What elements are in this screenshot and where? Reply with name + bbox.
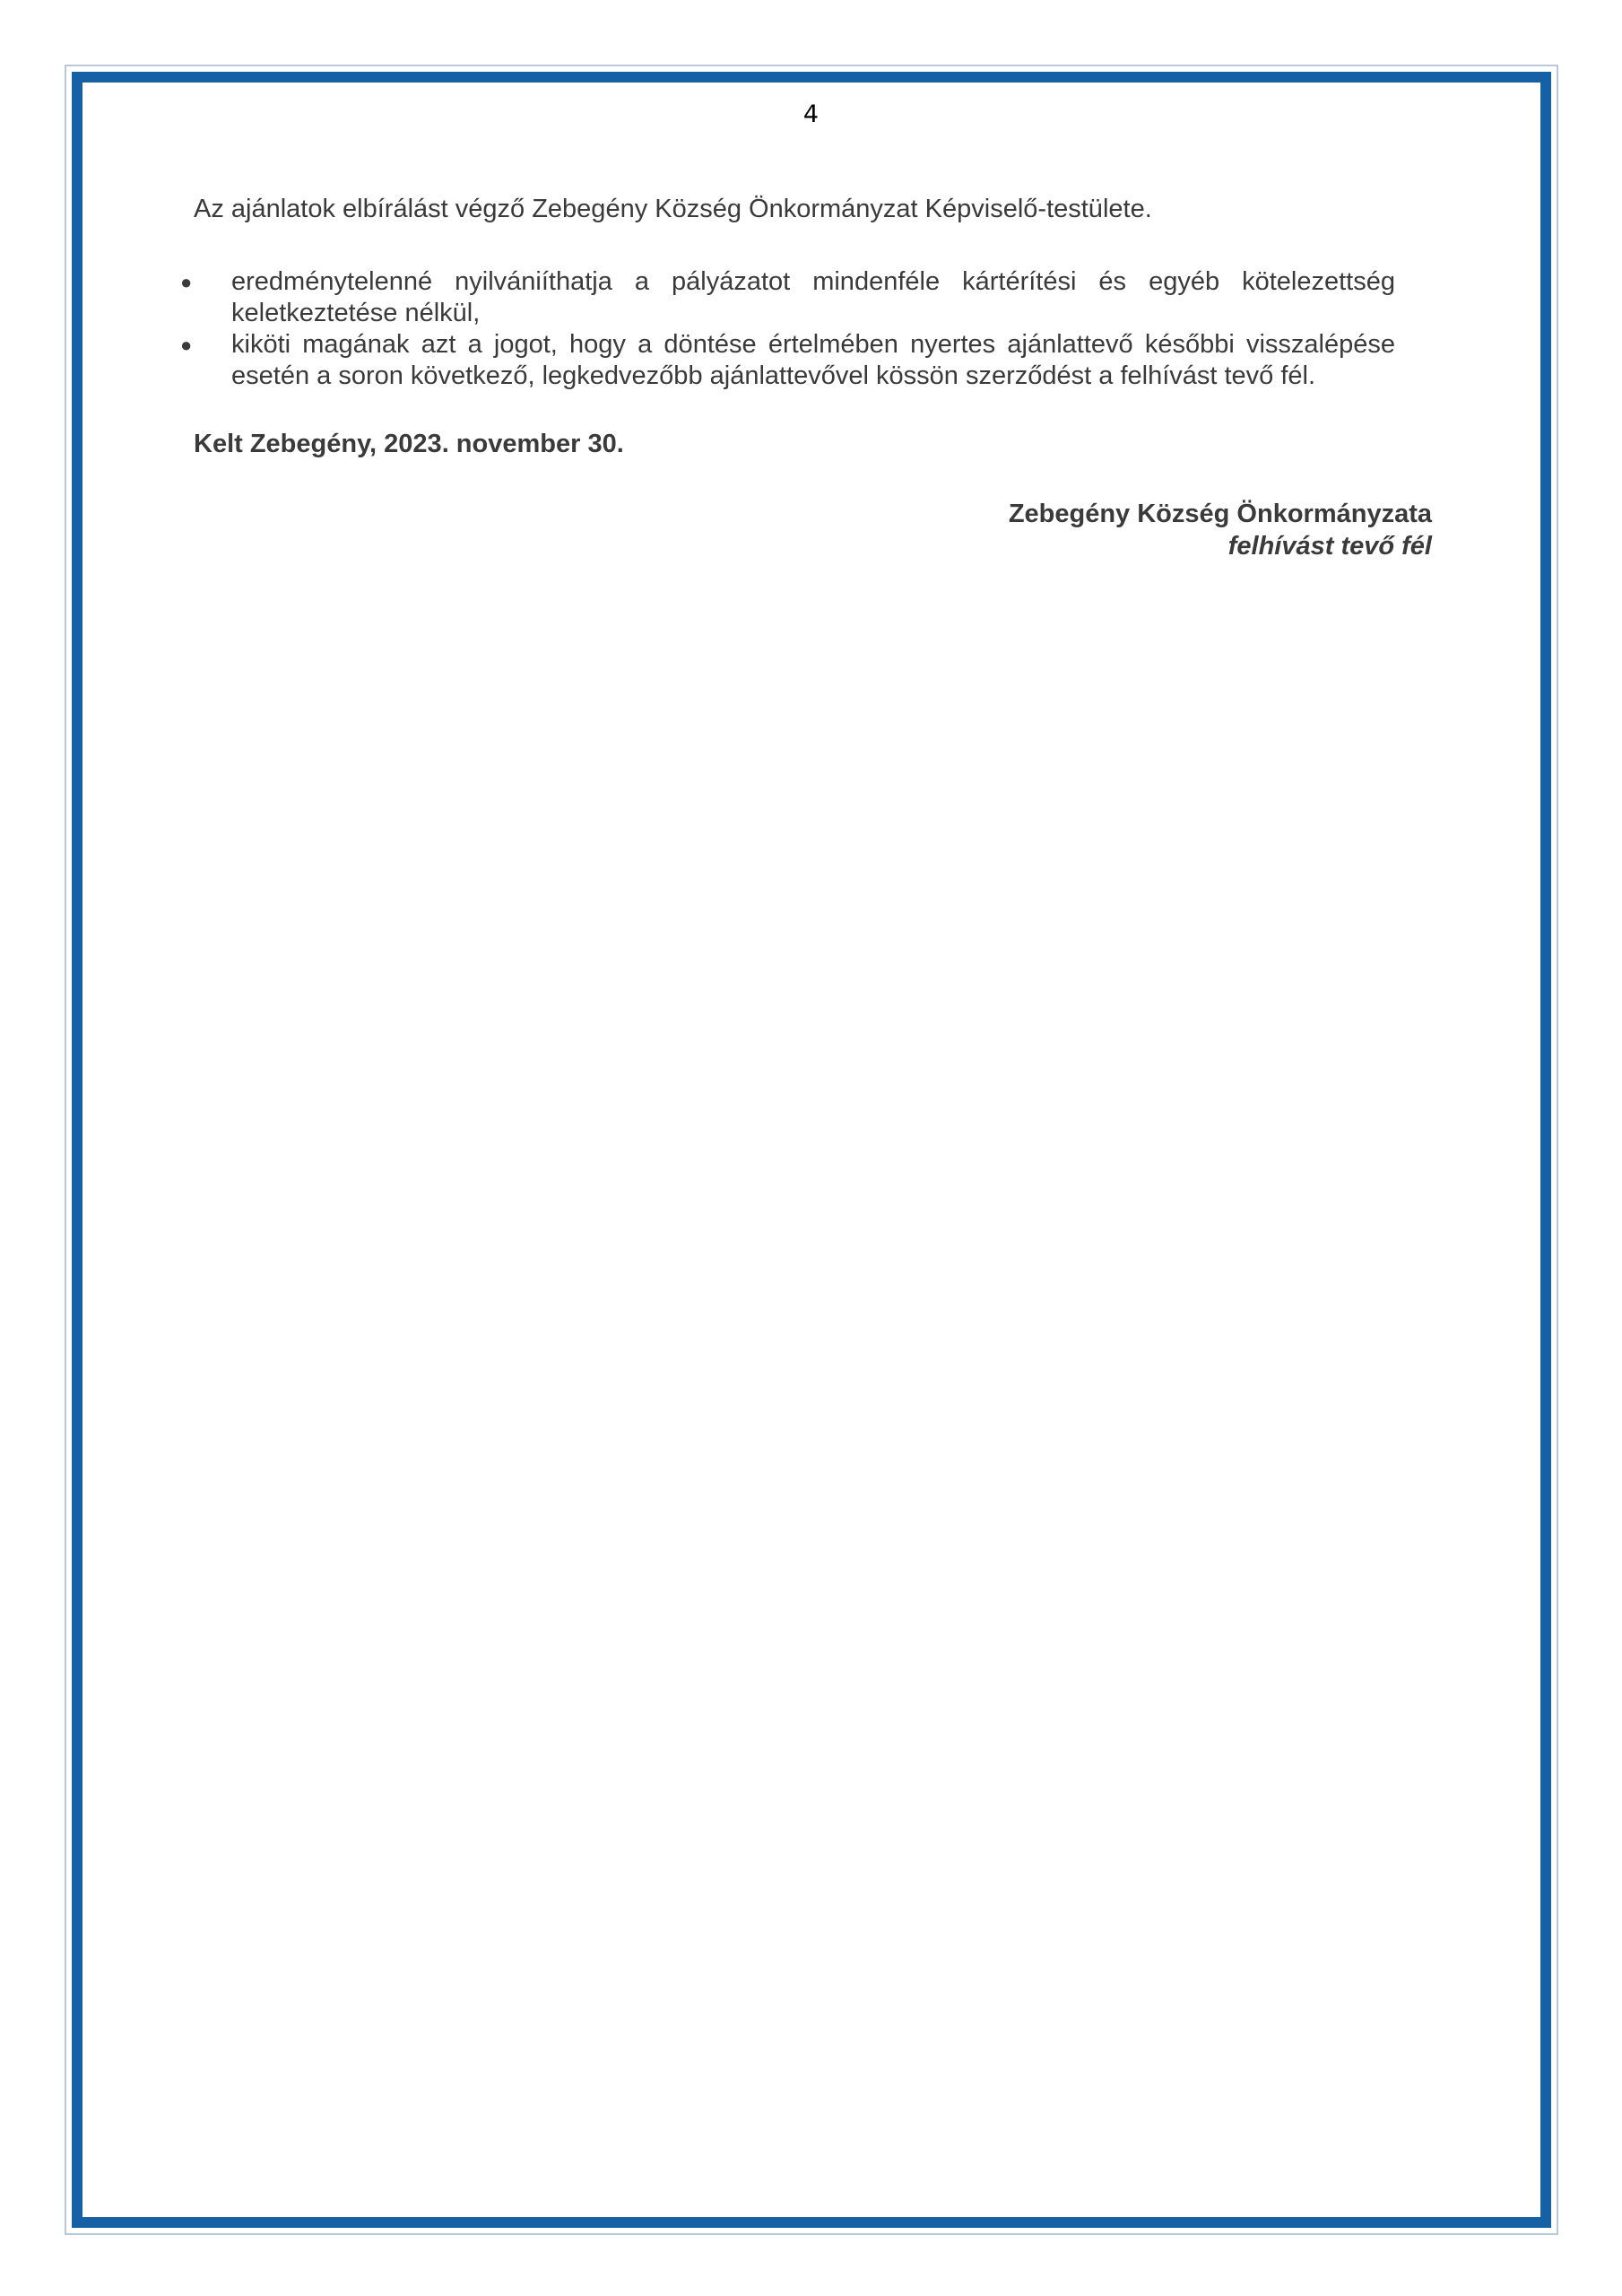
bullet-icon: ● — [180, 334, 193, 356]
page-number: 4 — [802, 100, 820, 128]
list-item — [179, 266, 1395, 329]
intro-paragraph: Az ajánlatok elbírálást végző Zebegény Község Önkormányzat Képviselő-testülete. — [194, 195, 1152, 223]
date-line: Kelt Zebegény, 2023. november 30. — [194, 430, 624, 458]
bullet-list — [179, 266, 1395, 392]
list-item-text: eredménytelenné nyilvániíthatja a pályázatot mindenféle kártérítési és egyéb kötelezettség keletkeztetése nélkül, — [231, 267, 1395, 327]
list-item — [179, 329, 1395, 392]
bullet-icon: ● — [180, 271, 193, 293]
signature-name: Zebegény Község Önkormányzata — [1008, 500, 1432, 528]
signature-block — [1009, 498, 1432, 562]
page-border — [72, 72, 1551, 2228]
signature-role: felhívást tevő fél — [1227, 532, 1432, 561]
list-item-text: kiköti magának azt a jogot, hogy a döntése értelmében nyertes ajánlattevő későbbi visszalépése esetén a soron következő, legkedvezőbb ajánlattevővel kössön szerződést a felhívást tevő fél. — [231, 330, 1395, 390]
